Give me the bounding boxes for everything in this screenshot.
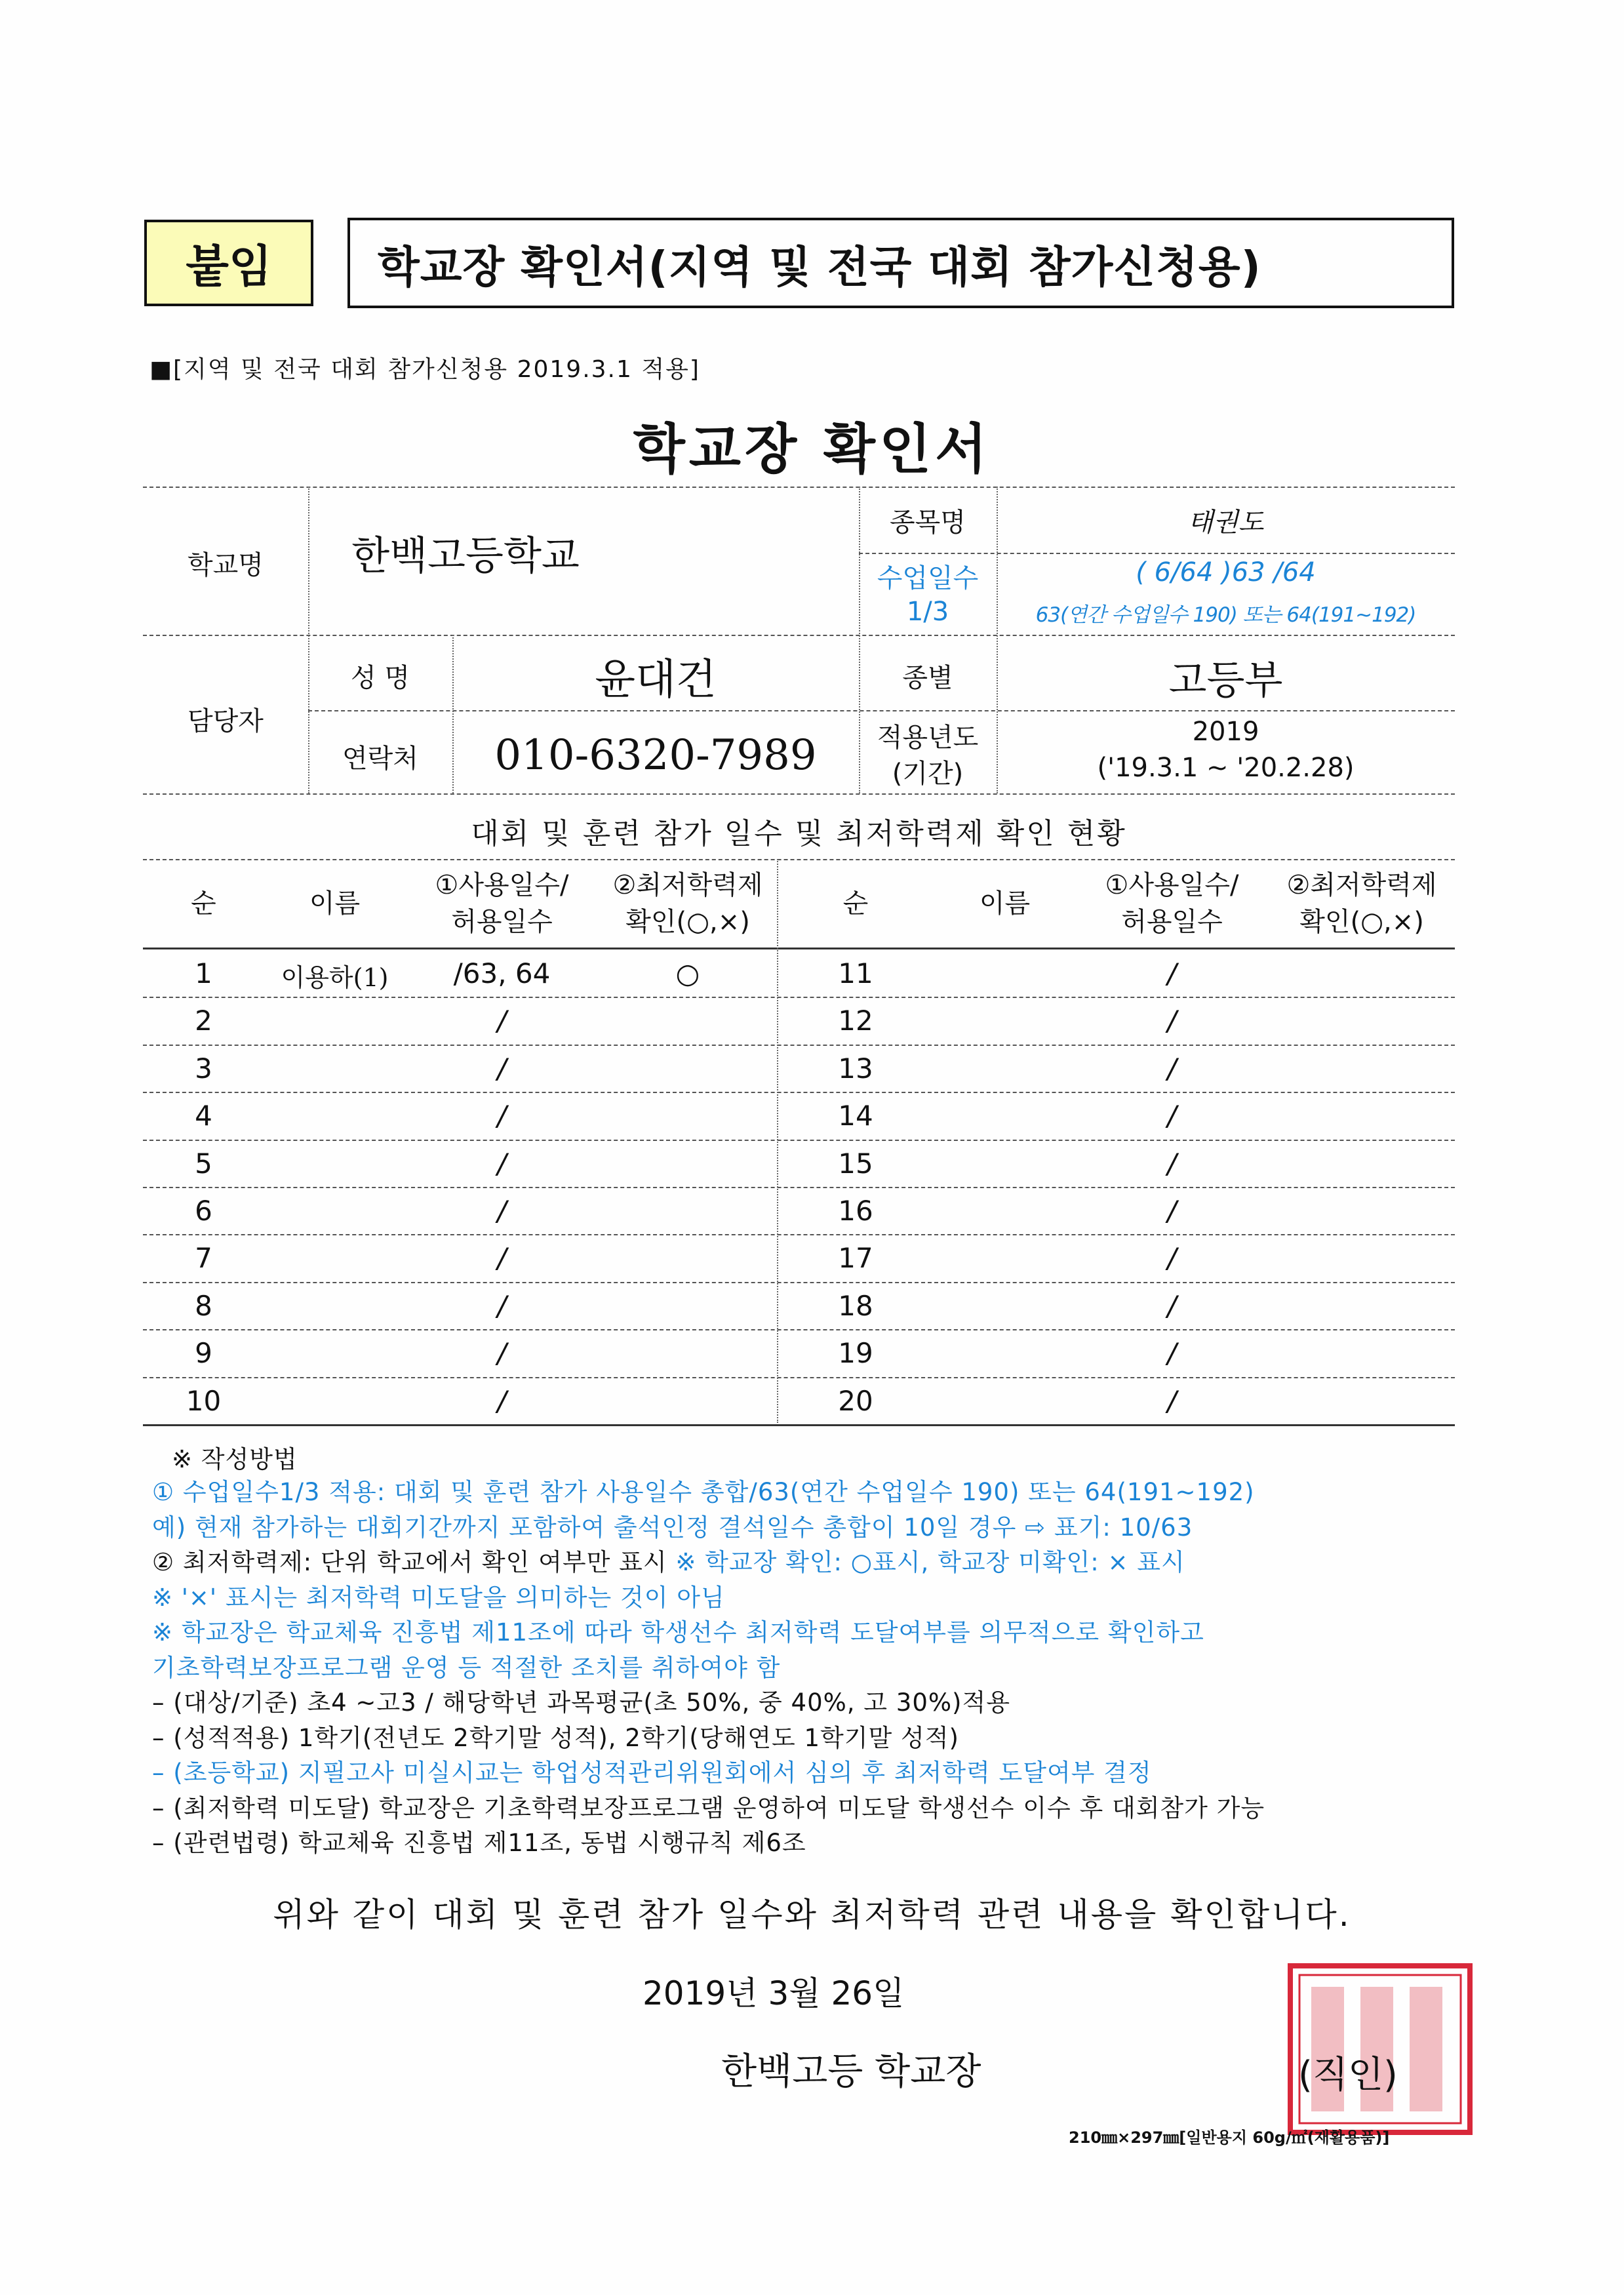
table-row-rule [143, 997, 1455, 998]
header-no-right: 순 [842, 888, 869, 919]
confirm-sentence: 위와 같이 대회 및 훈련 참가 일수와 최저학력 관련 내용을 확인합니다. [273, 1896, 1351, 1934]
instruction-text: 예) 현재 참가하는 대회기간까지 포함하여 출석인정 결석일수 총합이 10일 경우 ⇨ 표기: 10/63 [152, 1513, 1193, 1542]
table-cell-no: 8 [195, 1289, 212, 1322]
table-cell-days: / [1167, 1052, 1177, 1085]
header-check-right-2: 확인(○,×) [1299, 907, 1424, 937]
instruction-text: ※ 학교장은 학교체육 진흥법 제11조에 따라 학생선수 최저학력 도달여부를 의무적으로 확인하고 [152, 1618, 1204, 1646]
seal-label: (직인) [1298, 2054, 1398, 2096]
instruction-text: 기초학력보장프로그램 운영 등 적절한 조치를 취하여야 함 [152, 1653, 781, 1682]
school-value: 한백고등학교 [351, 533, 580, 579]
instruction-text: ② 최저학력제: 단위 학교에서 확인 여부만 표시 [152, 1548, 667, 1576]
table-cell-no: 19 [838, 1337, 873, 1370]
table-cell-no: 17 [838, 1242, 873, 1275]
table-cell-days: / [497, 1195, 507, 1227]
table-cell-no: 5 [195, 1147, 212, 1180]
table-cell-no: 1 [195, 957, 212, 989]
manager-label: 담당자 [188, 706, 264, 736]
event-value: 태권도 [1187, 508, 1264, 538]
header-check-2: 확인(○,×) [625, 907, 750, 937]
instruction-text: ① 수업일수1/3 적용: 대회 및 훈련 참가 사용일수 총합/63(연간 수업일수 190) 또는 64(191~192) [152, 1478, 1255, 1506]
instruction-line [152, 1788, 1265, 1824]
table-cell-days: / [1167, 1384, 1177, 1417]
header-days-1: ①사용일수/ [435, 870, 569, 900]
table-cell-days: / [1167, 1147, 1177, 1180]
table-row-rule [143, 1092, 1455, 1093]
table-cell-days: / [1167, 1005, 1177, 1037]
table-cell-days: / [497, 1289, 507, 1322]
table-cell-no: 18 [838, 1289, 873, 1322]
instruction-suffix: ※ 학교장 확인: ○표시, 학교장 미확인: × 표시 [667, 1548, 1185, 1576]
table-row-rule [143, 1282, 1455, 1283]
info-rule-event [859, 553, 1455, 554]
header-check-1: ②최저학력제 [612, 870, 763, 900]
division-value: 고등부 [1168, 658, 1283, 704]
table-row-rule [143, 1329, 1455, 1330]
event-label: 종목명 [890, 508, 966, 538]
header-no: 순 [191, 888, 216, 919]
table-cell-days: / [1167, 1242, 1177, 1275]
school-days-value: ( 6/64 )63 /64 [1136, 557, 1316, 588]
table-cell-no: 6 [195, 1195, 212, 1227]
year-value: 2019 [1192, 717, 1259, 747]
table-cell-days: / [1167, 957, 1177, 989]
table-cell-no: 12 [838, 1005, 873, 1037]
table-cell-days: /63, 64 [453, 957, 551, 989]
info-rule-school [143, 635, 1455, 636]
name-value: 윤대건 [595, 656, 717, 704]
table-row-rule [143, 1234, 1455, 1235]
table-cell-name: 이용하(1) [281, 963, 389, 992]
instruction-line [152, 1507, 1193, 1543]
instruction-line [152, 1472, 1255, 1507]
table-cell-days: / [497, 1052, 507, 1085]
table-cell-no: 13 [838, 1052, 873, 1085]
table-cell-no: 20 [838, 1384, 873, 1417]
period-value: ('19.3.1 ~ '20.2.28) [1097, 753, 1355, 783]
table-cell-no: 9 [195, 1337, 212, 1370]
instruction-text: – (성적적용) 1학기(전년도 2학기말 성적), 2학기(당해연도 1학기말 성적) [152, 1723, 959, 1752]
instruction-line [152, 1648, 780, 1683]
header-days-2: 허용일수 [451, 907, 553, 937]
table-cell-days: / [497, 1147, 507, 1180]
instruction-text: – (초등학교) 지필고사 미실시교는 학업성적관리위원회에서 심의 후 최저학력 도달여부 결정 [152, 1759, 1152, 1787]
instruction-line [152, 1542, 1185, 1578]
paper-spec: 210㎜×297㎜[일반용지 60g/㎡(재활용품)] [1069, 2128, 1390, 2147]
period-label: (기간) [892, 759, 964, 789]
date-line: 2019년 3월 26일 [643, 1974, 905, 2012]
contact-value: 010-6320-7989 [494, 731, 817, 780]
instruction-text: ※ '×' 표시는 최저학력 미도달을 의미하는 것이 아님 [152, 1583, 725, 1612]
year-label: 적용년도 [877, 723, 979, 753]
header-title: 학교장 확인서(지역 및 전국 대회 참가신청용) [347, 218, 1454, 308]
table-bottom-rule [143, 1424, 1455, 1426]
table-caption: 대회 및 훈련 참가 일수 및 최저학력제 확인 현황 [471, 817, 1127, 850]
instruction-line [152, 1823, 806, 1858]
school-days-note: 63(연간 수업일수 190) 또는 64(191~192) [1035, 603, 1416, 627]
contact-label: 연락처 [342, 744, 418, 774]
header-name-right: 이름 [979, 888, 1031, 919]
school-label: 학교명 [188, 550, 264, 580]
info-bottom-rule [143, 793, 1455, 795]
table-header-rule [143, 948, 1455, 949]
table-cell-no: 11 [838, 957, 873, 989]
school-days-label: 수업일수 [877, 563, 979, 593]
table-cell-no: 10 [186, 1384, 222, 1417]
table-cell-check: ○ [675, 957, 700, 989]
instruction-line [152, 1718, 959, 1753]
header-check-right-1: ②최저학력제 [1286, 870, 1437, 900]
info-rule-name [308, 710, 1455, 711]
table-row-rule [143, 1045, 1455, 1046]
document-title: 학교장 확인서 [633, 418, 991, 481]
table-cell-days: / [1167, 1289, 1177, 1322]
school-days-fraction: 1/3 [906, 597, 949, 627]
instruction-text: – (관련법령) 학교체육 진흥법 제11조, 동법 시행규칙 제6조 [152, 1829, 806, 1857]
name-label: 성 명 [351, 663, 410, 693]
attachment-tag: 붙임 [144, 220, 313, 306]
table-cell-days: / [1167, 1337, 1177, 1370]
table-cell-no: 2 [195, 1005, 212, 1037]
instruction-line [152, 1753, 1152, 1788]
instructions-heading: ※ 작성방법 [172, 1445, 298, 1473]
principal-line: 한백고등 학교장 [721, 2050, 981, 2093]
division-label: 종별 [902, 663, 953, 693]
header-days-right-1: ①사용일수/ [1105, 870, 1239, 900]
table-cell-no: 16 [838, 1195, 873, 1227]
header-days-right-2: 허용일수 [1121, 907, 1223, 937]
table-cell-days: / [1167, 1100, 1177, 1132]
instruction-text: – (대상/기준) 초4 ~고3 / 해당학년 과목평균(초 50%, 중 40%, 고 30%)적용 [152, 1688, 1010, 1717]
instruction-text: – (최저학력 미도달) 학교장은 기초학력보장프로그램 운영하여 미도달 학생선수 이수 후 대회참가 가능 [152, 1793, 1265, 1822]
table-cell-no: 7 [195, 1242, 212, 1275]
table-top-rule [143, 859, 1455, 860]
table-cell-no: 15 [838, 1147, 873, 1180]
table-row-rule [143, 1140, 1455, 1141]
table-row-rule [143, 1377, 1455, 1378]
instruction-line [152, 1578, 725, 1613]
table-cell-days: / [497, 1337, 507, 1370]
table-row-rule [143, 1187, 1455, 1188]
table-cell-no: 14 [838, 1100, 873, 1132]
table-cell-days: / [497, 1384, 507, 1417]
header-name: 이름 [309, 888, 361, 919]
table-cell-days: / [497, 1005, 507, 1037]
info-top-rule [143, 487, 1455, 488]
table-cell-days: / [497, 1242, 507, 1275]
instruction-line [152, 1612, 1204, 1648]
table-cell-days: / [1167, 1195, 1177, 1227]
table-cell-days: / [497, 1100, 507, 1132]
table-cell-no: 4 [195, 1100, 212, 1132]
instruction-line [152, 1683, 1010, 1718]
table-cell-no: 3 [195, 1052, 212, 1085]
applicability-note: ■[지역 및 전국 대회 참가신청용 2019.3.1 적용] [149, 356, 700, 383]
